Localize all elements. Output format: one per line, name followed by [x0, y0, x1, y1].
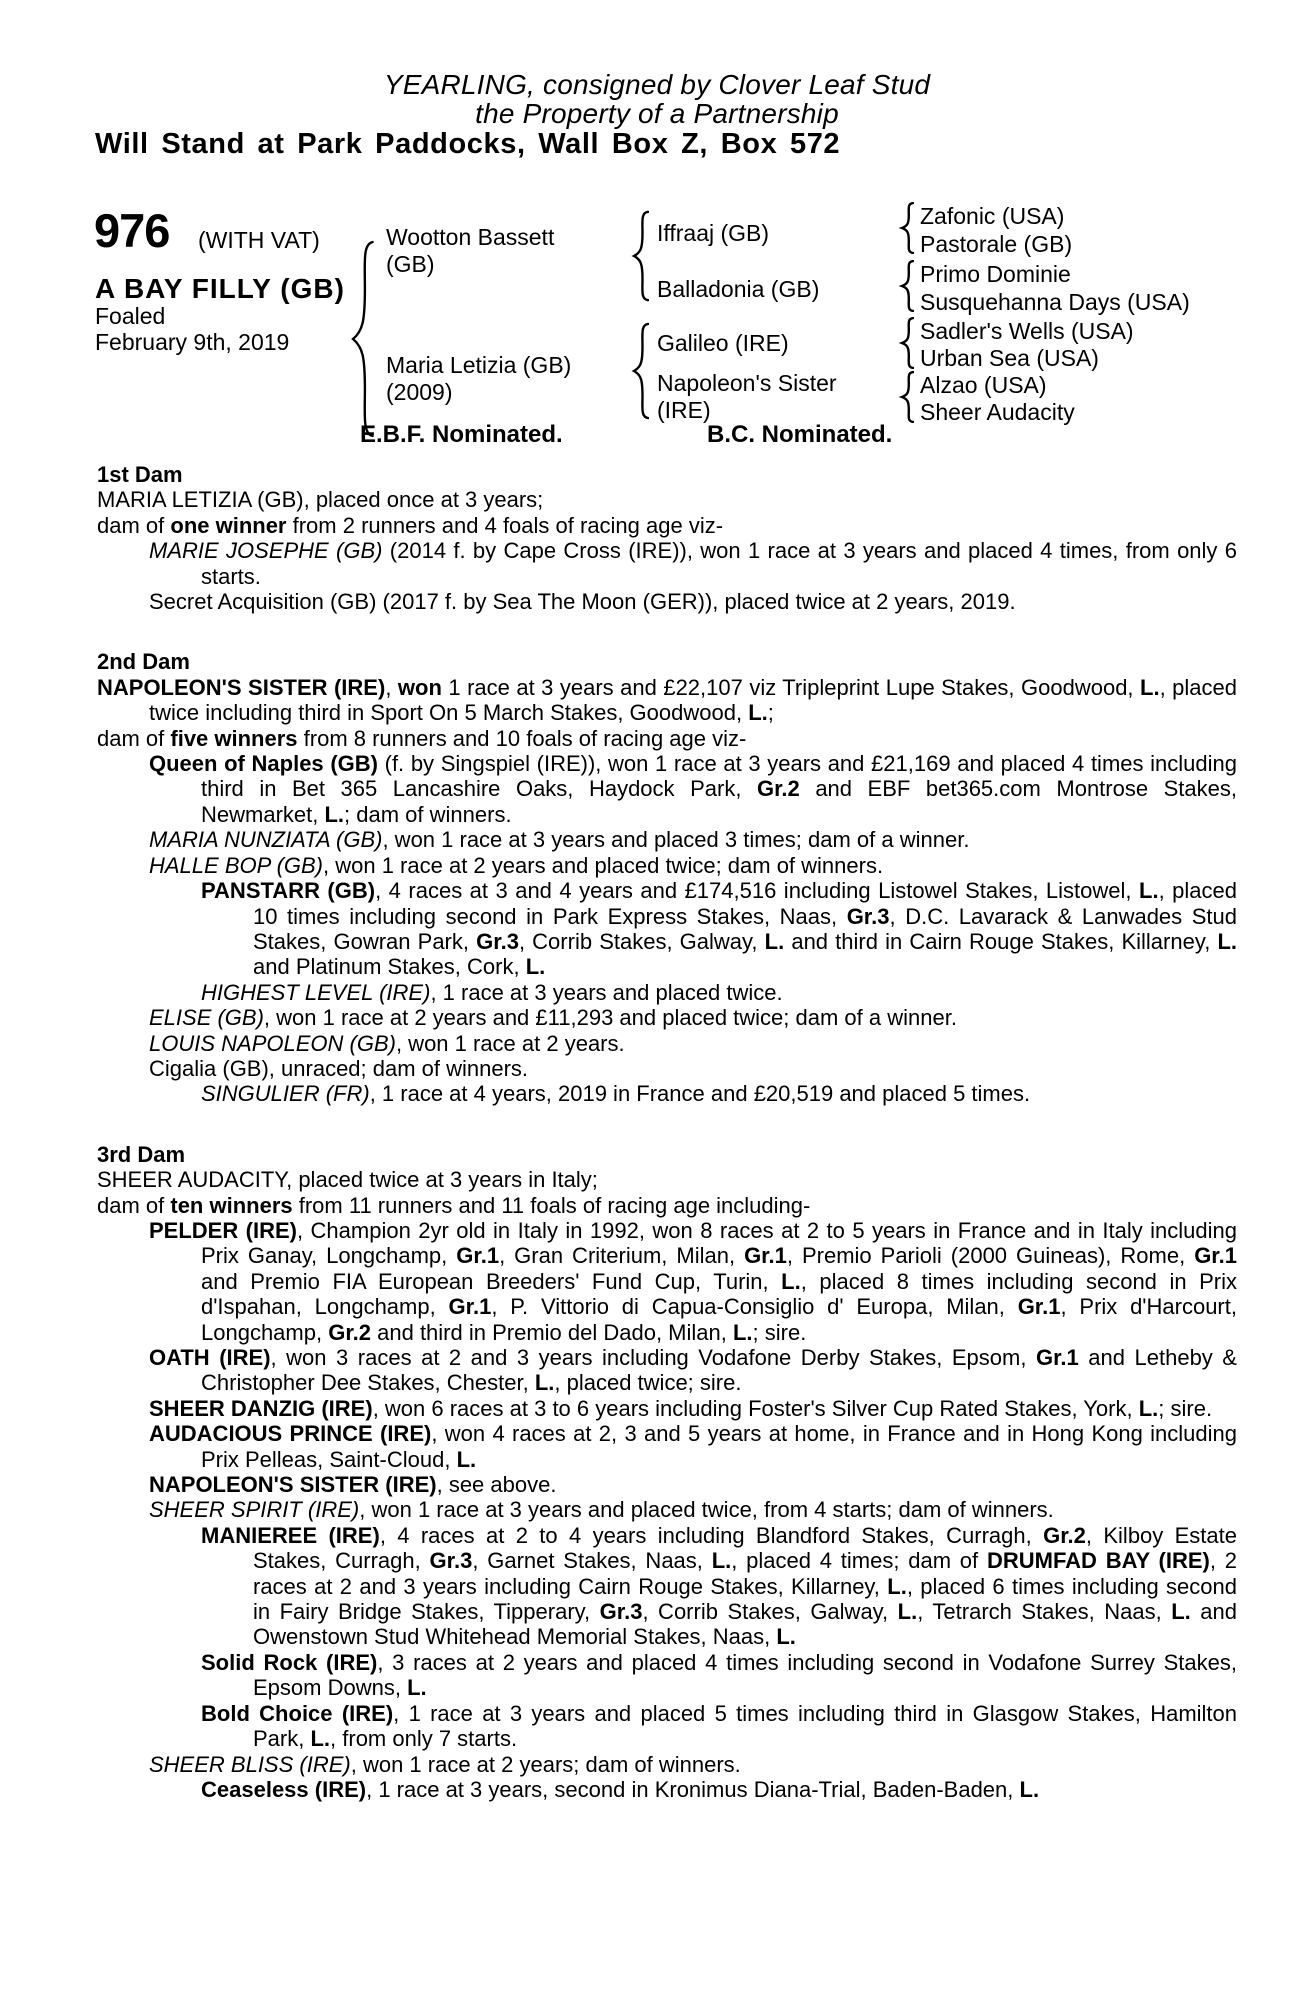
text-run: (2014 f. by Cape Cross (IRE)), won 1 race at 3 years and placed 4 times, from only 6 starts. [201, 538, 1237, 589]
pedigree-paragraph [97, 1396, 1237, 1421]
pedigree-brace-gg1 [898, 202, 914, 254]
text-run: MARIA LETIZIA (GB), placed once at 3 years; [97, 487, 544, 513]
pedigree-paragraph [97, 1218, 1237, 1345]
text-run: SHEER DANZIG (IRE) [149, 1395, 373, 1421]
property-line: the Property of a Partnership [475, 98, 839, 129]
text-run: HALLE BOP (GB) [149, 852, 324, 878]
text-run: Gr.3 [846, 903, 890, 929]
dam-section [97, 649, 1237, 1106]
pedigree-paragraph [97, 1650, 1237, 1701]
text-run: Ceaseless (IRE) [201, 1776, 367, 1802]
text-run: , 1 race at 3 years and placed 5 times including third in Glasgow Stakes, Hamilton Park, [253, 1700, 1237, 1752]
pedigree-paragraph [97, 1752, 1237, 1777]
text-run: , won 1 race at 2 years. [395, 1030, 625, 1056]
text-run: , won 6 races at 3 to 6 years including Foster's Silver Cup Rated Stakes, York, [372, 1395, 1139, 1421]
gg-name: Sadler's Wells (USA) [920, 318, 1134, 344]
text-run: MARIA NUNZIATA (GB) [149, 827, 383, 853]
text-run: , [385, 674, 398, 700]
text-run: L. [1139, 878, 1159, 904]
text-run: Gr.3 [476, 928, 519, 954]
gg-name: Zafonic (USA) [920, 203, 1065, 229]
text-run: dam of [97, 725, 171, 751]
text-run: ten winners [170, 1192, 293, 1218]
text-run: , placed 8 times including second in Prix d'Ispahan, Longchamp, [201, 1268, 1237, 1320]
text-run: won [397, 674, 442, 700]
text-run: , won 1 race at 2 years and £11,293 and placed twice; dam of a winner. [263, 1005, 957, 1031]
pedigree-brace-gg4 [898, 371, 914, 423]
pedigree-paragraph [97, 1701, 1237, 1752]
sire-dam: Balladonia (GB) [657, 276, 820, 302]
sire-sire: Iffraaj (GB) [657, 220, 770, 246]
text-run: , from only 7 starts. [330, 1726, 518, 1752]
text-run: L. [764, 928, 785, 954]
pedigree-brace-parents [346, 238, 374, 440]
pedigree-paragraph [97, 1193, 1237, 1218]
text-run: NAPOLEON'S SISTER (IRE) [97, 674, 386, 700]
dam-heading: 2nd Dam [97, 649, 190, 675]
text-run: Gr.1 [456, 1243, 500, 1269]
text-run: , Corrib Stakes, Galway, [642, 1599, 898, 1625]
text-run: , D.C. Lavarack & Lanwades Stud Stakes, Gowran Park, [253, 903, 1237, 954]
text-run: , won 3 races at 2 and 3 years including Vodafone Derby Stakes, Epsom, [270, 1345, 1036, 1370]
text-run: MANIEREE (IRE) [201, 1522, 380, 1548]
text-run: from 11 runners and 11 foals of racing age including- [292, 1192, 811, 1218]
pedigree-paragraph [97, 1421, 1237, 1472]
text-run: L. [456, 1446, 477, 1472]
text-run: L. [1171, 1599, 1191, 1625]
text-run: , placed 6 times including second in Fairy Bridge Stakes, Tipperary, [253, 1573, 1237, 1625]
text-run: LOUIS NAPOLEON (GB) [149, 1030, 396, 1056]
dam-name: Maria Letizia (GB) (2009) [386, 352, 572, 405]
text-run: , placed 4 times; dam of [731, 1548, 987, 1574]
text-run: and Platinum Stakes, Cork, [253, 954, 526, 980]
text-run: and third in Premio del Dado, Milan, [371, 1319, 733, 1345]
text-run: ; sire. [752, 1319, 807, 1345]
text-run: , 1 race at 4 years, 2019 in France and £20,519 and placed 5 times. [369, 1081, 1031, 1107]
text-run: Gr.3 [429, 1548, 473, 1574]
gg-name: Pastorale (GB) [920, 231, 1073, 257]
dam-sections [97, 462, 1237, 1802]
text-run: Queen of Naples (GB) [149, 751, 378, 777]
text-run: L. [781, 1268, 801, 1294]
pedigree-paragraph [97, 513, 1237, 538]
vat-note: (WITH VAT) [198, 227, 320, 253]
text-run: L. [310, 1726, 331, 1752]
text-run: , 4 races at 2 to 4 years including Blandford Stakes, Curragh, [379, 1522, 1044, 1548]
pedigree-paragraph [97, 1523, 1237, 1650]
text-run: dam of [97, 1192, 171, 1218]
text-run: , Garnet Stakes, Naas, [472, 1548, 712, 1574]
text-run: MARIE JOSEPHE (GB) [149, 538, 383, 564]
text-run: DRUMFAD BAY (IRE) [986, 1548, 1210, 1574]
text-run: , 1 race at 3 years, second in Kronimus Diana-Trial, Baden-Baden, [366, 1776, 1020, 1802]
pedigree-paragraph [97, 1472, 1237, 1497]
text-run: , Premio Parioli (2000 Guineas), Rome, [786, 1243, 1195, 1269]
text-run: Gr.1 [1194, 1243, 1237, 1269]
pedigree-paragraph [97, 589, 1237, 614]
pedigree-paragraph [97, 675, 1237, 726]
text-run: SHEER BLISS (IRE) [149, 1751, 351, 1777]
consignor-line: YEARLING, consigned by Clover Leaf Stud [383, 69, 931, 100]
dam-heading: 1st Dam [97, 462, 183, 487]
text-run: , 3 races at 2 years and placed 4 times including second in Vodafone Surrey Stakes, Epsom Downs, [253, 1649, 1237, 1701]
pedigree-paragraph [97, 878, 1237, 980]
pedigree-paragraph [97, 487, 1237, 512]
text-run: Gr.3 [599, 1599, 643, 1625]
text-run: L. [534, 1370, 555, 1396]
text-run: L. [776, 1624, 796, 1650]
pedigree-paragraph [97, 1005, 1237, 1030]
pedigree-table [0, 0, 1314, 455]
text-run: , won 1 race at 2 years and placed twice; dam of winners. [323, 852, 884, 878]
text-run: NAPOLEON'S SISTER (IRE) [149, 1472, 437, 1498]
gg-name: Sheer Audacity [920, 399, 1075, 425]
text-run: ELISE (GB) [149, 1005, 264, 1031]
text-run: PELDER (IRE) [149, 1217, 297, 1243]
text-run: L. [324, 801, 345, 827]
text-run: HIGHEST LEVEL (IRE) [201, 979, 431, 1005]
pedigree-paragraph [97, 827, 1237, 852]
pedigree-paragraph [97, 1056, 1237, 1081]
pedigree-paragraph [97, 853, 1237, 878]
text-run: , Gran Criterium, Milan, [499, 1243, 745, 1269]
pedigree-paragraph [97, 1031, 1237, 1056]
text-run: Gr.2 [328, 1319, 372, 1345]
pedigree-brace-gg3 [898, 317, 914, 369]
text-run: (f. by Singspiel (IRE)), won 1 race at 3 years and £21,169 and placed 4 times including third in Bet 365 Lancashire Oaks, Haydock Park, [201, 751, 1237, 802]
text-run: , Corrib Stakes, Galway, [518, 928, 765, 954]
text-run: , Kilboy Estate Stakes, Curragh, [253, 1522, 1238, 1574]
text-run: L. [748, 700, 768, 726]
stand-location-line: Will Stand at Park Paddocks, Wall Box Z, Box 572 [95, 128, 841, 160]
text-run: , won 4 races at 2, 3 and 5 years at home, in France and in Hong Kong including Prix Pelleas, Saint-Cloud, [201, 1421, 1238, 1472]
text-run: AUDACIOUS PRINCE (IRE) [149, 1421, 432, 1447]
text-run: SHEER AUDACITY, placed twice at 3 years in Italy; [97, 1167, 598, 1193]
pedigree-brace-dam [629, 322, 649, 420]
text-run: one winner [170, 512, 287, 538]
text-run: , won 1 race at 3 years and placed 3 times; dam of a winner. [382, 827, 970, 853]
text-run: L. [887, 1573, 907, 1599]
text-run: SHEER SPIRIT (IRE) [149, 1497, 360, 1523]
ebf-nominated: E.B.F. Nominated. [360, 421, 563, 448]
text-run: OATH (IRE) [149, 1345, 271, 1370]
pedigree-paragraph [97, 751, 1237, 827]
colour-description: A BAY FILLY (GB) [95, 273, 345, 304]
foaled-label: Foaled [95, 303, 166, 329]
dam-section [97, 1142, 1237, 1803]
foaled-date: February 9th, 2019 [95, 329, 290, 355]
dam-section [97, 462, 1237, 614]
dam-dam: Napoleon's Sister (IRE) [657, 370, 837, 423]
pedigree-paragraph [97, 1081, 1237, 1106]
text-run: L. [897, 1599, 918, 1625]
text-run: and EBF bet365.com Montrose Stakes, Newmarket, [201, 776, 1237, 827]
text-run: ; dam of winners. [344, 801, 512, 827]
pedigree-brace-sire [629, 210, 649, 302]
text-run: Gr.2 [1043, 1522, 1086, 1548]
text-run: L. [1140, 674, 1160, 700]
text-run: L. [1217, 928, 1237, 954]
text-run: ; [767, 700, 774, 726]
text-run: Gr.1 [744, 1243, 787, 1269]
bc-nominated: B.C. Nominated. [707, 421, 893, 448]
text-run: Bold Choice (IRE) [201, 1700, 394, 1726]
text-run: and Premio FIA European Breeders' Fund Cup, Turin, [201, 1268, 782, 1294]
gg-name: Susquehanna Days (USA) [920, 289, 1190, 315]
text-run: five winners [170, 725, 298, 751]
text-run: L. [525, 954, 546, 980]
text-run: L. [407, 1675, 427, 1701]
text-run: L. [1138, 1395, 1159, 1421]
text-run: , see above. [436, 1472, 557, 1498]
gg-name: Urban Sea (USA) [920, 345, 1099, 371]
text-run: Cigalia (GB), unraced; dam of winners. [149, 1055, 529, 1081]
pedigree-paragraph [97, 980, 1237, 1005]
text-run: Solid Rock (IRE) [201, 1649, 378, 1675]
text-run: , placed twice including third in Sport On 5 March Stakes, Goodwood, [149, 674, 1237, 726]
text-run: Gr.1 [1035, 1345, 1079, 1370]
text-run: SINGULIER (FR) [201, 1081, 370, 1107]
pedigree-paragraph [97, 726, 1237, 751]
dam-heading: 3rd Dam [97, 1141, 186, 1167]
text-run: , placed 10 times including second in Park Express Stakes, Naas, [253, 878, 1237, 929]
sire-name: Wootton Bassett (GB) [386, 224, 555, 277]
text-run: , Tetrarch Stakes, Naas, [917, 1599, 1172, 1625]
text-run: dam of [97, 512, 171, 538]
pedigree-brace-gg2 [898, 260, 914, 312]
pedigree-paragraph [97, 1777, 1237, 1802]
pedigree-paragraph [97, 1497, 1237, 1522]
text-run: Secret Acquisition (GB) (2017 f. by Sea The Moon (GER)), placed twice at 2 years, 2019. [149, 589, 1016, 615]
pedigree-paragraph [97, 1167, 1237, 1192]
text-run: L. [1019, 1776, 1040, 1802]
text-run: from 8 runners and 10 foals of racing age viz- [297, 725, 747, 751]
text-run: , 2 races at 2 and 3 years including Cairn Rouge Stakes, Killarney, [253, 1548, 1238, 1599]
text-run: ; sire. [1158, 1395, 1213, 1421]
text-run: PANSTARR (GB) [201, 878, 376, 904]
text-run: Gr.1 [1017, 1294, 1061, 1320]
text-run: Gr.1 [448, 1294, 492, 1320]
text-run: , P. Vittorio di Capua-Consiglio d' Europa, Milan, [491, 1294, 1018, 1320]
text-run: , won 1 race at 2 years; dam of winners. [350, 1751, 741, 1777]
text-run: , 1 race at 3 years and placed twice. [430, 979, 783, 1005]
text-run: , 4 races at 3 and 4 years and £174,516 including Listowel Stakes, Listowel, [375, 878, 1139, 904]
text-run: , Prix d'Harcourt, Longchamp, [201, 1294, 1237, 1345]
text-run: and third in Cairn Rouge Stakes, Killarney, [784, 928, 1218, 954]
text-run: and Owenstown Stud Whitehead Memorial Stakes, Naas, [253, 1599, 1237, 1650]
lot-number: 976 [94, 204, 170, 257]
text-run: and Letheby & Christopher Dee Stakes, Chester, [201, 1345, 1237, 1396]
text-run: 1 race at 3 years and £22,107 viz Tripleprint Lupe Stakes, Goodwood, [441, 674, 1141, 700]
gg-name: Alzao (USA) [920, 372, 1047, 398]
text-run: Gr.2 [756, 776, 800, 802]
text-run: from 2 runners and 4 foals of racing age viz- [286, 512, 724, 538]
text-run: L. [732, 1319, 753, 1345]
text-run: , won 1 race at 3 years and placed twice, from 4 starts; dam of winners. [359, 1497, 1054, 1523]
text-run: L. [711, 1548, 732, 1574]
pedigree-paragraph [97, 1345, 1237, 1396]
gg-name: Primo Dominie [920, 261, 1071, 287]
dam-sire: Galileo (IRE) [657, 330, 789, 356]
pedigree-paragraph [97, 538, 1237, 589]
text-run: , placed twice; sire. [554, 1370, 742, 1396]
text-run: , Champion 2yr old in Italy in 1992, won 8 races at 2 to 5 years in France and in Italy including Prix Ganay, Longchamp, [201, 1217, 1237, 1269]
